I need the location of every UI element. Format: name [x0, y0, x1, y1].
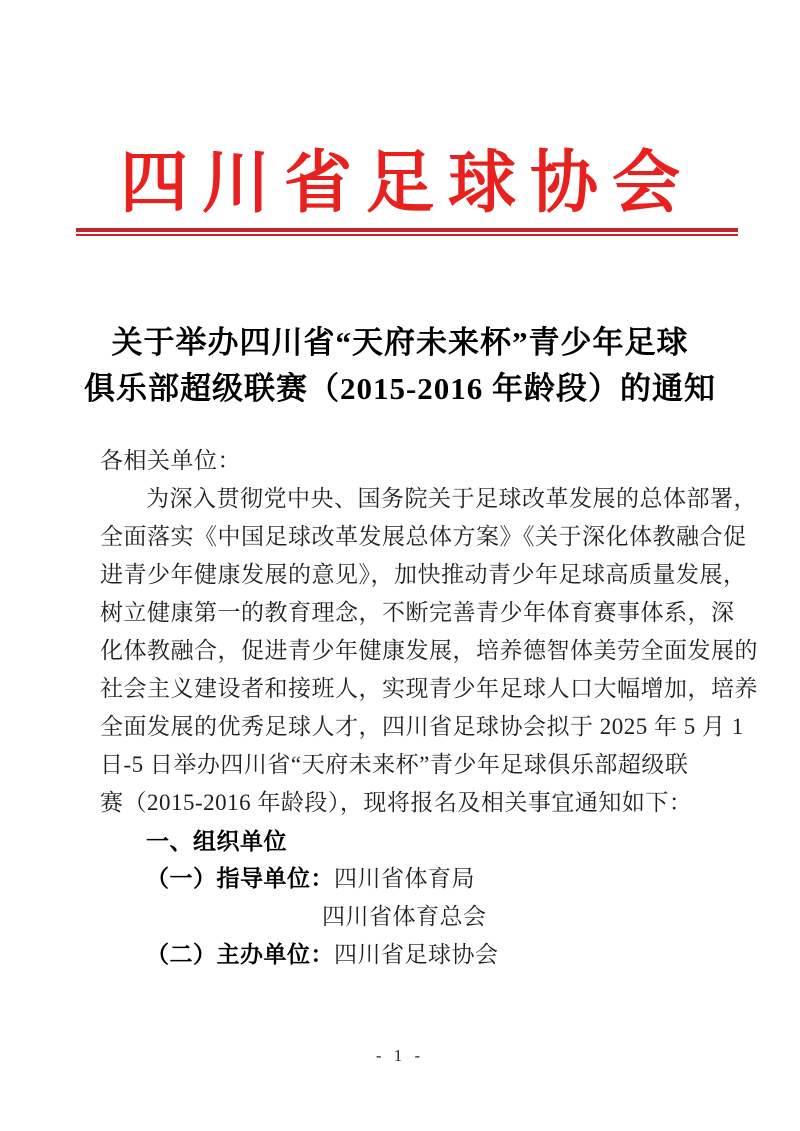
section-heading-organizers: 一、组织单位 — [146, 828, 287, 854]
org-item-value: 四川省体育局 — [334, 866, 475, 891]
org-item-label: （一）指导单位： — [146, 866, 334, 891]
org-item-label: （二）主办单位： — [146, 942, 334, 967]
document-title-line2: 俱乐部超级联赛（2015-2016 年龄段）的通知 — [83, 371, 717, 406]
letterhead-rule — [76, 228, 738, 236]
salutation: 各相关单位： — [100, 448, 241, 473]
letterhead-title: 四川省足球协会 — [119, 145, 694, 221]
paragraph-line: 日-5 日举办四川省“天府未来杯”青少年足球俱乐部超级联 — [100, 752, 689, 777]
org-item-guiding-unit — [100, 860, 718, 898]
letterhead-rule-thick — [76, 228, 738, 232]
document-title — [0, 320, 800, 412]
paragraph-line: 全面落实《中国足球改革发展总体方案》《关于深化体教融合促 — [100, 524, 747, 549]
paragraph-line: 树立健康第一的教育理念，不断完善青少年体育赛事体系，深 — [100, 600, 735, 625]
paragraph-line: 社会主义建设者和接班人，实现青少年足球人口大幅增加，培养 — [100, 676, 758, 701]
document-title-line1: 关于举办四川省“天府未来杯”青少年足球 — [111, 325, 689, 360]
document-body — [100, 442, 758, 974]
paragraph-line: 为深入贯彻党中央、国务院关于足球改革发展的总体部署， — [146, 486, 757, 511]
paragraph-line: 化体教融合，促进青少年健康发展，培养德智体美劳全面发展的 — [100, 638, 758, 663]
org-item-host-unit — [100, 936, 718, 974]
org-item-guiding-unit-cont — [100, 898, 718, 936]
paragraph-line: 进青少年健康发展的意见》，加快推动青少年足球高质量发展， — [100, 562, 747, 587]
letterhead-rule-thin — [76, 234, 738, 236]
org-item-value: 四川省体育总会 — [322, 904, 487, 929]
org-item-value: 四川省足球协会 — [334, 942, 499, 967]
page-number: - 1 - — [375, 1046, 425, 1065]
paragraph-line: 赛（2015-2016 年龄段），现将报名及相关事宜通知如下： — [100, 790, 693, 815]
paragraph-line: 全面发展的优秀足球人才，四川省足球协会拟于 2025 年 5 月 1 — [100, 714, 744, 739]
